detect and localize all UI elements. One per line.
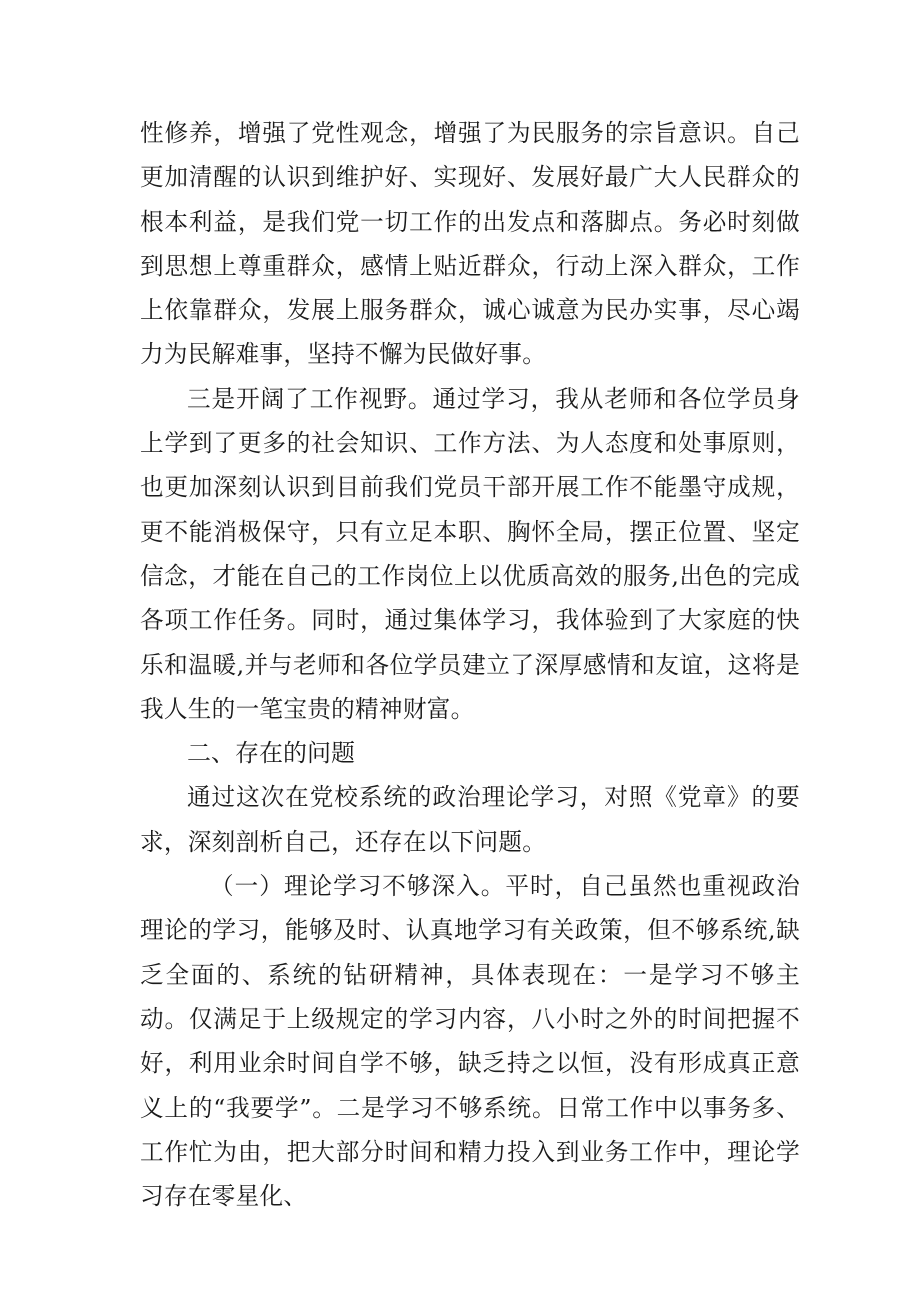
paragraph-theory-study-not-deep: （一）理论学习不够深入。平时，自己虽然也重视政治理论的学习，能够及时、认真地学习有关政策，但不够系统,缺乏全面的、系统的钻研精神，具体表现在：一是学习不够主动。仅满足于上级规定的学习内容，八小时之外的时间把握不好，利用业余时间自学不够，缺乏持之以恒，没有形成真正意义上的“我要学”。二是学习不够系统。日常工作中以事务多、工作忙为由，把大部分时间和精力投入到业务工作中，理论学习存在零星化、 <box>140 872 800 1211</box>
section-heading-existing-problems: 二、存在的问题 <box>187 739 355 768</box>
paragraph-party-awareness: 性修养，增强了党性观念，增强了为民服务的宗旨意识。自己更加清醒的认识到维护好、实现好、发展好最广大人民群众的根本利益，是我们党一切工作的出发点和落脚点。务必时刻做到思想上尊重群众，感情上贴近群众，行动上深入群众，工作上依靠群众，发展上服务群众，诚心诚意为民办实事，尽心竭力为民解难事，坚持不懈为民做好事。 <box>140 119 800 369</box>
paragraph-section-intro: 通过这次在党校系统的政治理论学习，对照《党章》的要求，深刻剖析自己，还存在以下问题。 <box>140 783 800 856</box>
document-body <box>140 111 800 1218</box>
paragraph-work-vision: 三是开阔了工作视野。通过学习，我从老师和各位学员身上学到了更多的社会知识、工作方法、为人态度和处事原则，也更加深刻认识到目前我们党员干部开展工作不能墨守成规，更不能消极保守，只有立足本职、胸怀全局，摆正位置、坚定信念，才能在自己的工作岗位上以优质高效的服务,出色的完成各项工作任务。同时，通过集体学习，我体验到了大家庭的快乐和温暖,并与老师和各位学员建立了深厚感情和友谊，这将是我人生的一笔宝贵的精神财富。 <box>140 384 800 723</box>
